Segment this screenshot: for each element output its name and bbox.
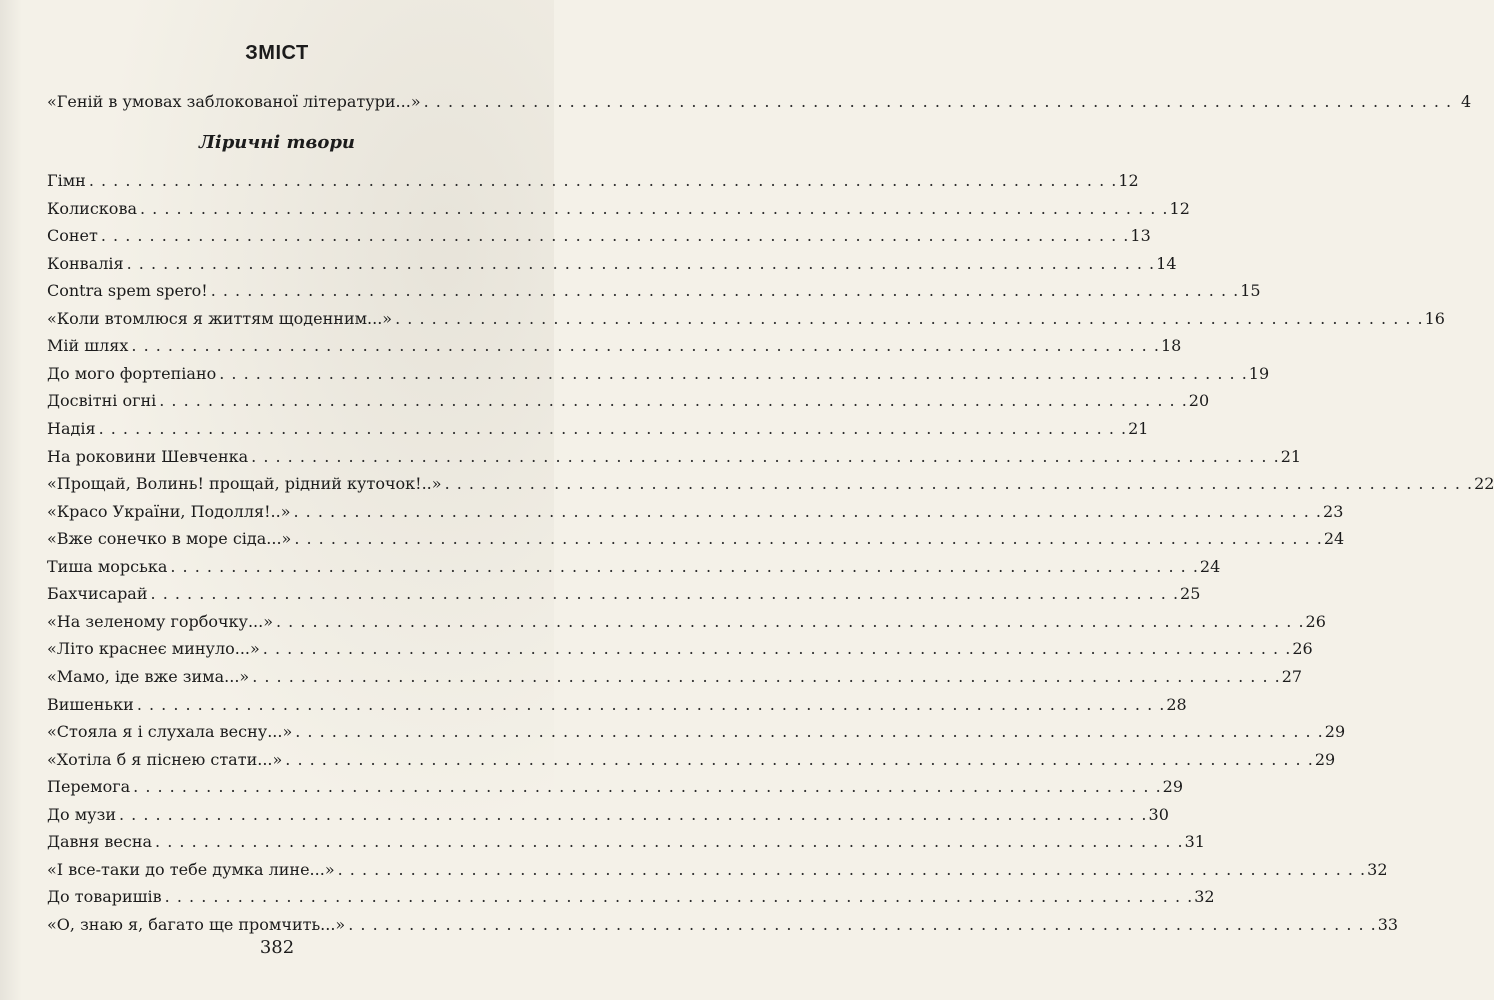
toc-entry-page: 18	[1160, 336, 1182, 356]
toc-entry	[47, 914, 1399, 935]
dot-leader	[219, 364, 1248, 384]
toc-entry	[47, 584, 1201, 604]
toc-entry	[47, 639, 1313, 659]
toc-entry-title: До мого фортепіано	[47, 363, 217, 383]
toc-entry-title: Вишеньки	[47, 694, 134, 714]
toc-intro-entry	[47, 92, 1472, 112]
toc-entry-title: Давня весна	[47, 832, 153, 852]
toc-entry-page: 23	[1323, 501, 1344, 521]
toc-entry-title: «О, знаю я, багато ще промчить...»	[47, 914, 346, 934]
dot-leader	[137, 695, 1166, 715]
toc-entry-page: 31	[1184, 832, 1205, 852]
dot-leader	[99, 419, 1128, 439]
section-heading: Ліричні твори	[198, 132, 356, 153]
toc-entry-title: «Стояла я і слухала весну...»	[47, 722, 293, 741]
dot-leader	[133, 777, 1162, 797]
toc-entry	[47, 198, 1190, 219]
dot-leader	[338, 860, 1367, 880]
toc-entry-title: «Літо краснеє минуло...»	[47, 639, 260, 659]
toc-entry-page: 33	[1377, 914, 1399, 934]
toc-entry	[47, 446, 1302, 467]
toc-entry-page: 32	[1367, 859, 1388, 879]
dot-leader	[127, 254, 1156, 274]
toc-entry	[47, 859, 1388, 880]
toc-entry-page: 27	[1281, 666, 1303, 686]
toc-entry-title: Бахчисарай	[47, 584, 148, 604]
toc-entry-page: 26	[1305, 611, 1326, 631]
dot-leader	[131, 336, 1160, 356]
toc-entry-page: 4	[1460, 92, 1472, 111]
toc-entry-page: 29	[1324, 722, 1346, 741]
toc-entry	[47, 363, 1270, 384]
dot-leader	[170, 557, 1199, 577]
toc-entry-title: Гімн	[47, 171, 86, 190]
toc-entry	[47, 529, 1345, 549]
toc-entry	[47, 253, 1177, 274]
toc-entry-title: Колискова	[47, 198, 137, 218]
toc-entry	[47, 226, 1151, 246]
toc-entry-page: 30	[1148, 804, 1169, 824]
dot-leader	[294, 529, 1323, 549]
dot-leader	[89, 171, 1118, 191]
dot-leader	[155, 832, 1184, 852]
dot-leader	[119, 805, 1148, 825]
toc-entry-title: Тиша морська	[47, 556, 168, 576]
dot-leader	[424, 92, 1453, 112]
toc-entry	[47, 336, 1182, 356]
toc-entry-title: Надія	[47, 419, 96, 438]
dot-leader	[211, 281, 1240, 301]
dot-leader	[101, 226, 1130, 246]
dot-leader	[445, 474, 1474, 494]
toc-entry-title: Сонет	[47, 226, 98, 246]
toc-entry-page: 14	[1156, 253, 1177, 273]
toc-entry-title: Contra spem spero!	[47, 281, 208, 301]
dot-leader	[263, 639, 1292, 659]
toc-entry-page: 29	[1314, 749, 1336, 769]
toc-entry-title: Мій шлях	[47, 336, 129, 356]
toc-entry-page: 16	[1424, 308, 1445, 328]
toc-entry	[47, 777, 1184, 797]
toc-entry-page: 13	[1130, 226, 1151, 246]
toc-entry-title: «Прощай, Волинь! прощай, рідний куточок!..»	[47, 474, 442, 494]
toc-entry-page: 29	[1162, 777, 1184, 797]
toc-entry	[47, 804, 1169, 825]
toc-entry	[47, 832, 1205, 852]
toc-entry-page: 22	[1474, 474, 1494, 494]
toc-entry-title: «Мамо, іде вже зима...»	[47, 666, 250, 686]
toc-entry	[47, 722, 1346, 742]
dot-leader	[165, 887, 1194, 907]
toc-entry-title: «Хотіла б я піснею стати...»	[47, 749, 283, 769]
toc-entry-page: 25	[1180, 584, 1201, 604]
toc-entry-title: Досвітні огні	[47, 391, 157, 411]
toc-entry	[47, 281, 1261, 301]
toc-entry	[47, 308, 1445, 329]
toc-entry	[47, 887, 1215, 907]
toc-entry-page: 21	[1280, 446, 1302, 466]
toc-entry-title: До музи	[47, 804, 116, 824]
dot-leader	[285, 750, 1314, 770]
toc-entry	[47, 694, 1187, 715]
toc-entry	[47, 611, 1326, 632]
dot-leader	[252, 667, 1281, 687]
toc-entry-page: 24	[1323, 529, 1345, 549]
toc-entry-page: 28	[1166, 694, 1187, 714]
toc-entry	[47, 391, 1210, 411]
toc-entry	[47, 474, 1494, 494]
dot-leader	[293, 502, 1322, 522]
page-title: ЗМІСТ	[245, 42, 309, 64]
dot-leader	[140, 199, 1169, 219]
toc-entry	[47, 171, 1139, 191]
toc-entry-page: 26	[1292, 639, 1313, 659]
dot-leader	[151, 584, 1180, 604]
toc-entry-title: «І все-таки до тебе думка лине...»	[47, 859, 335, 879]
dot-leader	[276, 612, 1305, 632]
toc-entry-page: 24	[1199, 556, 1221, 576]
toc-entry-title: «Коли втомлюся я життям щоденним...»	[47, 308, 393, 328]
toc-entry-title: Перемога	[47, 777, 131, 797]
toc-entry	[47, 749, 1336, 770]
toc-entry-title: На роковини Шевченка	[47, 446, 249, 466]
toc-entry-page: 32	[1194, 887, 1215, 907]
toc-entry-title: «Геній в умовах заблокованої літератури...»	[47, 92, 421, 111]
toc-entry	[47, 419, 1149, 439]
toc-entry	[47, 666, 1303, 687]
toc-entry-page: 15	[1240, 281, 1261, 301]
dot-leader	[395, 309, 1424, 329]
toc-entry	[47, 556, 1221, 577]
toc-entry-title: Конвалія	[47, 253, 124, 273]
toc-entry-title: «Вже сонечко в море сіда...»	[47, 529, 292, 549]
toc-entry-page: 12	[1169, 198, 1190, 218]
dot-leader	[251, 447, 1280, 467]
toc-entry	[47, 501, 1344, 522]
toc-entry-page: 19	[1248, 363, 1270, 383]
toc-entry-page: 12	[1118, 171, 1139, 190]
dot-leader	[159, 391, 1188, 411]
page-number: 382	[259, 937, 295, 958]
toc-entry-title: До товаришів	[47, 887, 162, 907]
toc-entry-page: 20	[1188, 391, 1210, 411]
toc-entry-page: 21	[1128, 419, 1149, 438]
toc-entry-title: «Красо України, Подолля!..»	[47, 501, 291, 521]
dot-leader	[348, 915, 1377, 935]
dot-leader	[295, 722, 1324, 742]
toc-entry-title: «На зеленому горбочку...»	[47, 611, 273, 631]
